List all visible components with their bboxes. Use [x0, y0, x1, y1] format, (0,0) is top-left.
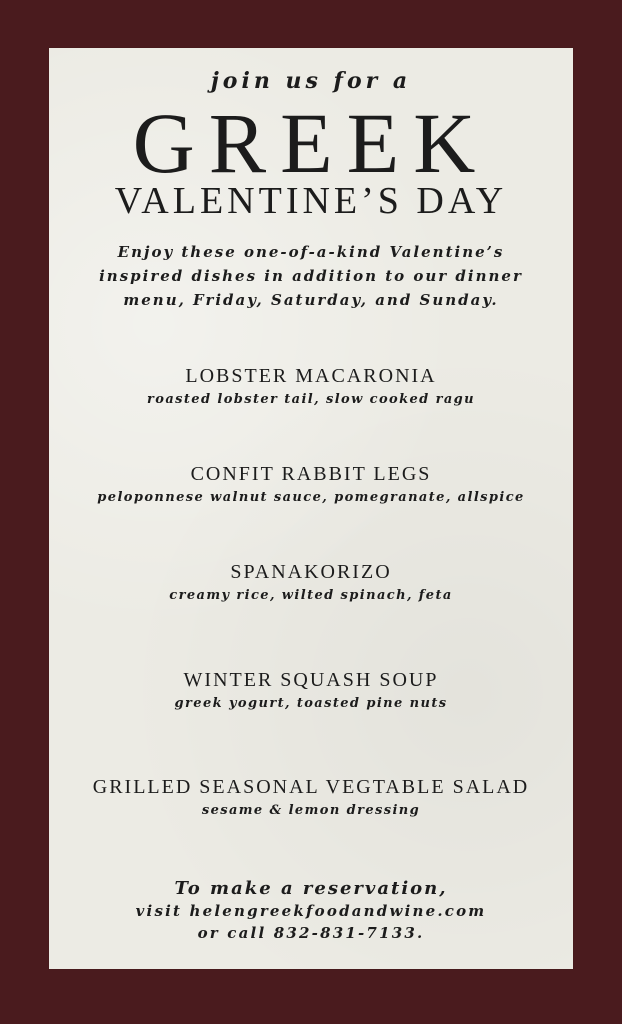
dish-name-grilled-vegtable-salad: GRILLED SEASONAL VEGTABLE SALAD [92, 776, 530, 798]
valentines-day-title: VALENTINE’S DAY [114, 180, 508, 222]
reservation-phone: or call 832-831-7133. [197, 924, 425, 942]
intro-line-2: inspired dishes in addition to our dinner [99, 267, 523, 285]
dish-name-lobster-macaronia: LOBSTER MACARONIA [185, 365, 437, 387]
join-us-heading: join us for a [210, 68, 412, 94]
dish-desc-winter-squash-soup: greek yogurt, toasted pine nuts [174, 696, 448, 711]
reservation-heading: To make a reservation, [174, 878, 448, 899]
intro-line-3: menu, Friday, Saturday, and Sunday. [123, 291, 499, 309]
dish-name-winter-squash-soup: WINTER SQUASH SOUP [183, 669, 439, 691]
intro-line-1: Enjoy these one-of-a-kind Valentine’s [117, 243, 505, 261]
dish-name-spanakorizo: SPANAKORIZO [230, 561, 392, 583]
dish-name-confit-rabbit-legs: CONFIT RABBIT LEGS [190, 463, 432, 485]
menu-card [49, 48, 573, 969]
dish-desc-confit-rabbit-legs: peloponnese walnut sauce, pomegranate, allspice [97, 490, 525, 505]
intro-text [49, 240, 573, 312]
dish-desc-grilled-vegtable-salad: sesame & lemon dressing [201, 803, 421, 818]
dish-desc-spanakorizo: creamy rice, wilted spinach, feta [169, 588, 453, 603]
greek-title: GREEK [132, 95, 490, 191]
reservation-info [49, 878, 573, 944]
reservation-website: visit helengreekfoodandwine.com [135, 902, 487, 920]
dish-desc-lobster-macaronia: roasted lobster tail, slow cooked ragu [147, 392, 475, 407]
